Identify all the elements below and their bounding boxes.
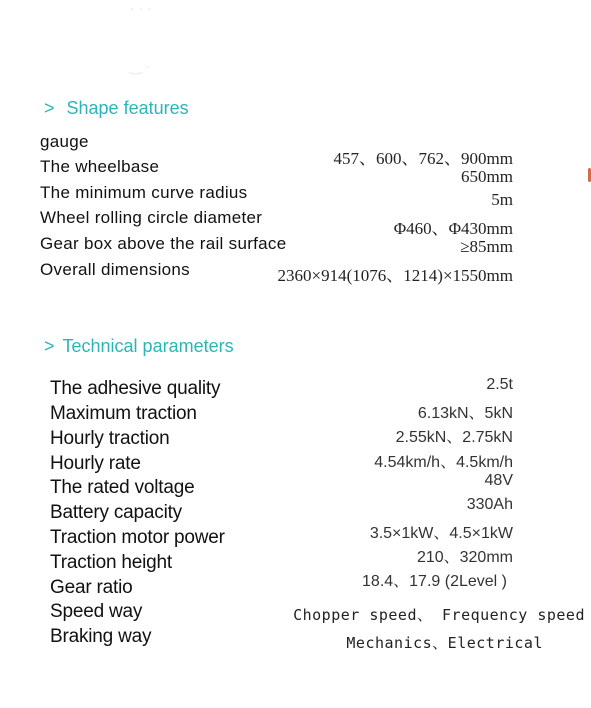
spec-value: ≥85mm	[460, 237, 513, 256]
section-title-text: Shape features	[66, 98, 189, 118]
param-label: Hourly traction	[50, 428, 170, 449]
param-value: 330Ah	[466, 496, 513, 513]
param-value: 2.5t	[486, 376, 513, 393]
spec-label: The wheelbase	[40, 157, 160, 176]
param-value: 210、320mm	[416, 549, 513, 566]
param-value: 48V	[484, 472, 513, 489]
chevron-right-icon: >	[44, 336, 55, 356]
param-label: Hourly rate	[50, 453, 141, 474]
param-value: Chopper speed、 Frequency speed	[293, 606, 585, 624]
param-label: The rated voltage	[50, 477, 195, 498]
param-value: 4.54km/h、4.5km/h	[374, 454, 513, 471]
spec-label: The minimum curve radius	[40, 183, 248, 202]
param-label: Battery capacity	[50, 502, 182, 523]
param-value: 6.13kN、5kN	[417, 405, 513, 422]
param-label: The adhesive quality	[50, 378, 221, 399]
param-label: Speed way	[50, 601, 143, 622]
param-value: 18.4、17.9 (2Level )	[362, 573, 507, 590]
chevron-right-icon: >	[44, 98, 55, 118]
section-title-technical-parameters	[44, 336, 234, 357]
param-label: Traction motor power	[50, 527, 225, 548]
spec-value: 650mm	[461, 167, 513, 186]
param-label: Traction height	[50, 552, 172, 573]
spec-label: Overall dimensions	[40, 260, 190, 279]
spec-value: 457、600、762、900mm	[333, 149, 513, 168]
spec-value: 2360×914(1076、1214)×1550mm	[277, 266, 513, 285]
param-value: 2.55kN、2.75kN	[395, 429, 513, 446]
spec-label: Gear box above the rail surface	[40, 234, 287, 253]
param-label: Gear ratio	[50, 577, 133, 598]
spec-value: Φ460、Φ430mm	[393, 219, 513, 238]
param-value: 3.5×1kW、4.5×1kW	[369, 525, 513, 542]
param-label: Maximum traction	[50, 403, 197, 424]
param-label: Braking way	[50, 626, 152, 647]
section-title-text: Technical parameters	[62, 336, 234, 356]
spec-label: Wheel rolling circle diameter	[40, 208, 263, 227]
faint-mark: · · ·	[130, 0, 152, 16]
spec-label: gauge	[40, 132, 89, 151]
faint-mark: ‿ ·	[130, 58, 150, 74]
param-value: Mechanics、Electrical	[346, 634, 543, 652]
spec-value: 5m	[491, 190, 513, 209]
section-title-shape-features	[44, 98, 189, 119]
